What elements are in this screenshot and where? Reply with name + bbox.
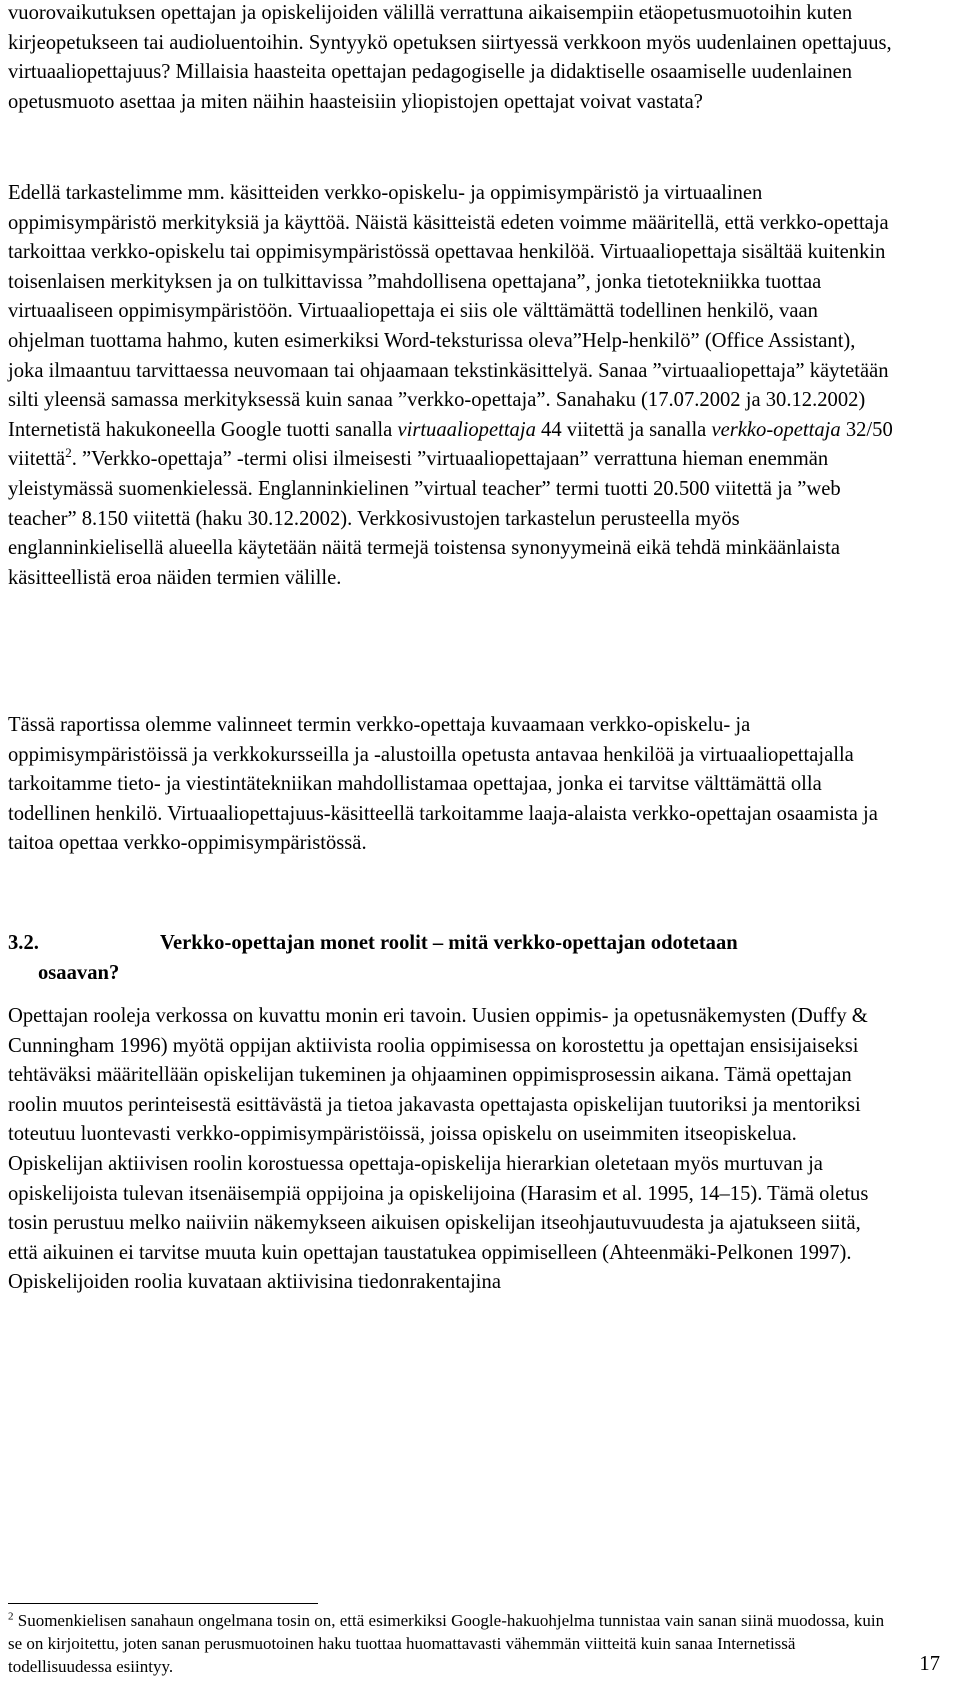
- section-heading: [8, 929, 894, 988]
- paragraph-2-text-d: . ”Verkko-opettaja” -termi olisi ilmeisesti ”virtuaaliopettajaan” verrattuna hieman enemmän yleistymässä suomenkielessä. Englanninkielinen ”virtual teacher” termi tuotti 20.500 viitettä ja ”web teacher” 8.150 viitettä (haku 30.12.2002). Verkkosivustojen tarkastelun perusteella myös englanninkielisellä alueella käytetään näitä termejä toistensa synonyymeinä eikä tehdä minkäänlaista käsitteellistä eroa näiden termien välille.: [8, 448, 841, 589]
- paragraph-2-text-c: 32/50 viitettä: [8, 418, 893, 471]
- section-number: 3.2.: [8, 932, 39, 954]
- paragraph-4: Opettajan rooleja verkossa on kuvattu monin eri tavoin. Uusien oppimis- ja opetusnäkemysten (Duffy & Cunningham 1996) myötä oppijan aktiivista roolia oppimisessa on korostettu ja opettajan ensisijaiseksi tehtäväksi määritellään opiskelijan tukeminen ja ohjaaminen oppimisprosessin aikana. Tämä opettajan roolin muutos perinteisestä esittävästä ja tietoa jakavasta opettajasta opiskelijan tuutoriksi ja mentoriksi toteutuu luontevasti verkko-oppimisympäristöissä, joissa opiskelu on useimmiten itseopiskelua. Opiskelijan aktiivisen roolin korostuessa opettaja-opiskelija hierarkian oletetaan myös murtuvan ja opiskelijoista tulevan itsenäisempiä oppijoina ja opiskelijoina (Harasim et al. 1995, 14–15). Tämä oletus tosin perustuu melko naiiviin näkemykseen aikuisen opiskelijan itseohjautuvuudesta ja ajatukseen siitä, että aikuinen ei tarvitse muuta kuin opettajan taustatukea oppimiselleen (Ahteenmäki-Pelkonen 1997). Opiskelijoiden roolia kuvataan aktiivisina tiedonrakentajina: [8, 1005, 869, 1294]
- paragraph-2-text-a: Edellä tarkastelimme mm. käsitteiden verkko-opiskelu- ja oppimisympäristö ja virtuaalinen oppimisympäristö merkityksiä ja käyttöä. Näistä käsitteistä edeten voimme määritellä, että verkko-opettaja tarkoittaa verkko-opiskelu tai oppimisympäristössä opettavaa henkilöä. Virtuaaliopettaja sisältää kuitenkin toisenlaisen merkityksen ja on tulkittavissa ”mahdollisena opettajana”, jonka tietotekniikka tuottaa virtuaaliseen oppimisympäristöön. Virtuaaliopettaja ei siis ole välttämättä todellinen henkilö, vaan ohjelman tuottama hahmo, kuten esimerkiksi Word-teksturissa oleva”Help-henkilö” (Office Assistant), joka ilmaantuu tarvittaessa neuvomaan tai ohjaamaan tekstinkäsittelyä. Sanaa ”virtuaaliopettaja” käytetään silti yleensä samassa merkityksessä kuin sanaa ”verkko-opettaja”. Sanahaku (17.07.2002 ja 30.12.2002) Internetistä hakukoneella Google tuotti sanalla: [8, 182, 889, 441]
- footnote: [8, 1609, 894, 1678]
- paragraph-2: [8, 179, 894, 593]
- page-number: 17: [919, 1653, 940, 1675]
- term-verkko-opettaja: verkko-opettaja: [711, 418, 841, 441]
- section-title-line-2: osaavan?: [38, 961, 120, 984]
- footnote-reference[interactable]: 2: [65, 445, 72, 461]
- paragraph-2-text-b: 44 viitettä ja sanalla: [535, 418, 712, 441]
- footnote-separator: [8, 1603, 318, 1604]
- paragraph-1: vuorovaikutuksen opettajan ja opiskelijoiden välillä verrattuna aikaisempiin etäopetusmuotoihin kuten kirjeopetukseen tai audioluentoihin. Syntyykö opetuksen siirtyessä verkkoon myös uudenlainen opettajuus, virtuaaliopettajuus? Millaisia haasteita opettajan pedagogiselle ja didaktiselle osaamiselle uudenlainen opetusmuoto asettaa ja miten näihin haasteisiin yliopistojen opettajat voivat vastata?: [8, 2, 892, 113]
- section-title-line-1: Verkko-opettajan monet roolit – mitä verkko-opettajan odotetaan: [160, 932, 738, 954]
- footnote-text: Suomenkielisen sanahaun ongelmana tosin on, että esimerkiksi Google-hakuohjelma tunnistaa vain sanan siinä muodossa, kuin se on kirjoitettu, joten sanan perusmuotoinen haku tuottaa huomattavasti vähemmän viitteitä kuin sanaa Internetissä todellisuudessa esiintyy.: [8, 1611, 885, 1676]
- term-virtuaaliopettaja: virtuaaliopettaja: [397, 418, 536, 441]
- paragraph-3: Tässä raportissa olemme valinneet termin verkko-opettaja kuvaamaan verkko-opiskelu- ja oppimisympäristöissä ja verkkokursseilla ja -alustoilla opetusta antavaa henkilöä ja virtuaaliopettajalla tarkoitamme tieto- ja viestintätekniikan mahdollistamaa opettajaa, jonka ei tarvitse välttämättä olla todellinen henkilö. Virtuaaliopettajuus-käsitteellä tarkoitamme laaja-alaista verkko-opettajan osaamista ja taitoa opettaa verkko-oppimisympäristössä.: [8, 714, 878, 855]
- footnote-marker: 2: [8, 1610, 14, 1623]
